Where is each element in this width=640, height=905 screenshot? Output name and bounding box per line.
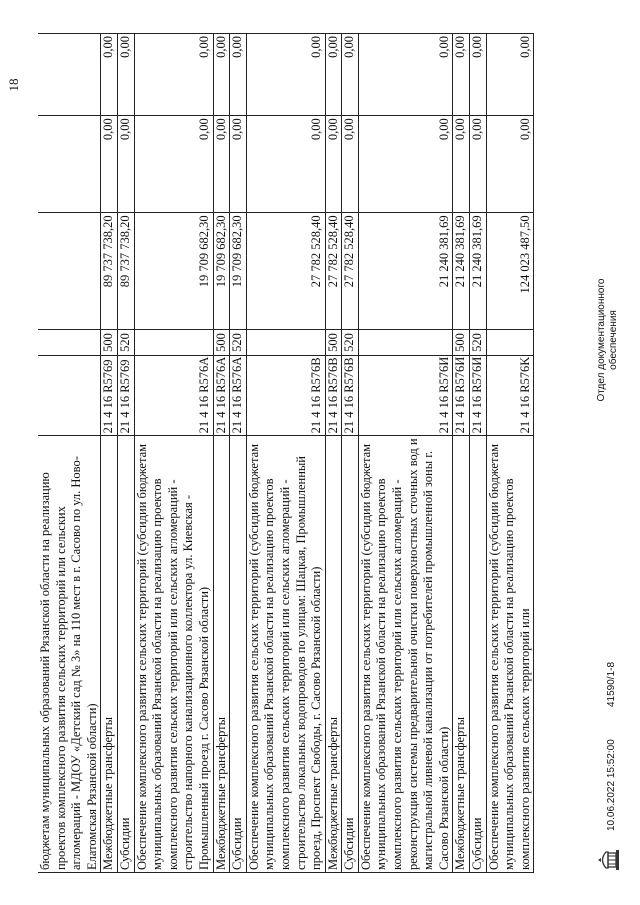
row-amount-3-cell: 0,00: [230, 34, 247, 116]
row-name-cell: Межбюджетные трансферты: [325, 436, 342, 873]
row-amount-3-cell: 0,00: [470, 34, 487, 116]
row-type-cell: [38, 329, 101, 356]
row-amount-3-cell: 0,00: [134, 34, 213, 116]
table-row: [246, 34, 325, 873]
row-amount-1-cell: 27 782 528,40: [325, 213, 342, 329]
row-name-cell: Обеспечение комплексного развития сельских территорий (субсидии бюджетам муниципальных образований Рязанской области на реализацию проектов комплексного развития сельских территорий или: [486, 436, 534, 873]
row-name-cell: Обеспечение комплексного развития сельских территорий (субсидии бюджетам муниципальных образований Рязанской области на реализацию проектов комплексного развития сельских территорий или сельских агломераций - реконструкция системы предварительной очистки поверхностных сточных вод и магистральной ливневой канализации от потребителей промышленной зоны г. Сасово Рязанской области): [358, 436, 453, 873]
table-row: [358, 34, 453, 873]
row-amount-1-cell: 19 709 682,30: [230, 213, 247, 329]
row-code-cell: [38, 356, 101, 436]
row-type-cell: 500: [101, 329, 118, 356]
row-type-cell: [246, 329, 325, 356]
row-name-cell: Межбюджетные трансферты: [453, 436, 470, 873]
row-name-cell: Обеспечение комплексного развития сельских территорий (субсидии бюджетам муниципальных образований Рязанской области на реализацию проектов комплексного развития сельских территорий или сельских агломераций - строительство напорного канализационного коллектора ул. Киевская - Промышленный проезд г. Сасово Рязанской области): [134, 436, 213, 873]
row-name-cell: бюджетам муниципальных образований Рязанской области на реализацию проектов комплексного развития сельских территорий или сельских агломераций - МДОУ «Детский сад № 3» на 110 мест в г. Сасово по ул. Ново-Елатомская Рязанской области): [38, 436, 101, 873]
row-amount-2-cell: 0,00: [342, 116, 359, 213]
row-amount-1-cell: 27 782 528,40: [342, 213, 359, 329]
row-amount-3-cell: 0,00: [486, 34, 534, 116]
row-amount-1-cell: [38, 213, 101, 329]
footer-department: Отдел документационного обеспечения: [596, 278, 619, 402]
row-amount-3-cell: 0,00: [213, 34, 230, 116]
row-amount-2-cell: [38, 116, 101, 213]
row-amount-1-cell: 19 709 682,30: [213, 213, 230, 329]
row-amount-3-cell: 0,00: [101, 34, 118, 116]
row-amount-1-cell: 89 737 738,20: [101, 213, 118, 329]
row-code-cell: 21 4 16 R5769: [117, 356, 134, 436]
government-emblem-icon: [596, 847, 622, 873]
table-row: [453, 34, 470, 873]
row-type-cell: [358, 329, 453, 356]
row-name-cell: Субсидии: [230, 436, 247, 873]
row-amount-2-cell: 0,00: [134, 116, 213, 213]
row-code-cell: 21 4 16 R576И: [358, 356, 453, 436]
row-amount-3-cell: 0,00: [117, 34, 134, 116]
row-code-cell: 21 4 16 R576A: [134, 356, 213, 436]
row-name-cell: Обеспечение комплексного развития сельских территорий (субсидии бюджетам муниципальных образований Рязанской области на реализацию проектов комплексного развития сельских территорий или сельских агломераций - строительство локальных водопроводов по улицам: Шацкая, Промышленный проезд, Проспект Свободы, г. Сасово Рязанской области): [246, 436, 325, 873]
row-code-cell: 21 4 16 R576B: [246, 356, 325, 436]
row-amount-2-cell: 0,00: [230, 116, 247, 213]
row-code-cell: 21 4 16 R576И: [453, 356, 470, 436]
table-row: [134, 34, 213, 873]
row-amount-2-cell: 0,00: [358, 116, 453, 213]
row-code-cell: 21 4 16 R576A: [213, 356, 230, 436]
row-amount-2-cell: 0,00: [117, 116, 134, 213]
row-name-cell: Субсидии: [117, 436, 134, 873]
row-amount-1-cell: 27 782 528,40: [246, 213, 325, 329]
row-type-cell: 500: [325, 329, 342, 356]
row-code-cell: 21 4 16 R576K: [486, 356, 534, 436]
table-row: [117, 34, 134, 873]
budget-table: [38, 33, 534, 873]
row-code-cell: 21 4 16 R576A: [230, 356, 247, 436]
budget-table-body: [38, 34, 534, 873]
page-footer: [586, 33, 636, 873]
row-amount-1-cell: 21 240 381,69: [470, 213, 487, 329]
row-amount-3-cell: 0,00: [342, 34, 359, 116]
row-type-cell: 520: [470, 329, 487, 356]
row-amount-3-cell: 0,00: [453, 34, 470, 116]
row-code-cell: 21 4 16 R576B: [325, 356, 342, 436]
row-type-cell: [486, 329, 534, 356]
row-amount-3-cell: 0,00: [325, 34, 342, 116]
row-amount-1-cell: 21 240 381,69: [453, 213, 470, 329]
row-type-cell: 500: [213, 329, 230, 356]
row-amount-2-cell: 0,00: [101, 116, 118, 213]
row-type-cell: [134, 329, 213, 356]
table-row: [213, 34, 230, 873]
row-amount-2-cell: 0,00: [213, 116, 230, 213]
row-type-cell: 520: [230, 329, 247, 356]
row-amount-1-cell: 89 737 738,20: [117, 213, 134, 329]
row-code-cell: 21 4 16 R576B: [342, 356, 359, 436]
row-type-cell: 520: [342, 329, 359, 356]
row-name-cell: Межбюджетные трансферты: [101, 436, 118, 873]
table-row: [38, 34, 101, 873]
footer-doc-code: 41590/1-8: [606, 661, 617, 707]
row-name-cell: Субсидии: [342, 436, 359, 873]
row-name-cell: Субсидии: [470, 436, 487, 873]
row-name-cell: Межбюджетные трансферты: [213, 436, 230, 873]
table-row: [101, 34, 118, 873]
row-amount-2-cell: 0,00: [486, 116, 534, 213]
table-row: [325, 34, 342, 873]
row-amount-1-cell: 124 023 487,50: [486, 213, 534, 329]
table-row: [470, 34, 487, 873]
row-type-cell: 500: [453, 329, 470, 356]
page-number: 18: [6, 78, 21, 92]
row-amount-3-cell: [38, 34, 101, 116]
row-amount-3-cell: 0,00: [246, 34, 325, 116]
row-amount-2-cell: 0,00: [325, 116, 342, 213]
row-amount-2-cell: 0,00: [246, 116, 325, 213]
table-row: [230, 34, 247, 873]
table-row: [342, 34, 359, 873]
row-amount-2-cell: 0,00: [470, 116, 487, 213]
row-code-cell: 21 4 16 R5769: [101, 356, 118, 436]
footer-timestamp: 10.06.2022 15:52:00: [606, 739, 617, 831]
row-amount-3-cell: 0,00: [358, 34, 453, 116]
table-row: [486, 34, 534, 873]
row-amount-1-cell: 19 709 682,30: [134, 213, 213, 329]
row-code-cell: 21 4 16 R576И: [470, 356, 487, 436]
row-amount-1-cell: 21 240 381,69: [358, 213, 453, 329]
row-type-cell: 520: [117, 329, 134, 356]
row-amount-2-cell: 0,00: [453, 116, 470, 213]
